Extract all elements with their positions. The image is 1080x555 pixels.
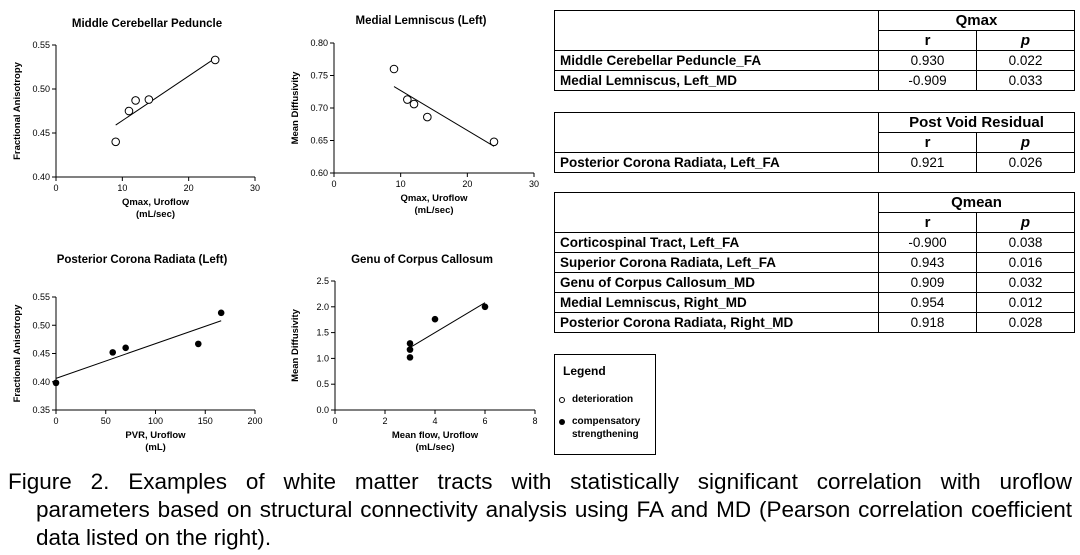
- legend-label-strengthening: strengthening: [572, 429, 639, 440]
- data-point: [404, 96, 412, 104]
- r-value: 0.909: [879, 273, 977, 293]
- p-value: 0.033: [977, 71, 1075, 91]
- y-tick-label: 0.40: [32, 172, 50, 182]
- p-value: 0.026: [977, 153, 1075, 173]
- y-tick-label: 0.80: [310, 38, 328, 48]
- pvr-table: [554, 112, 1075, 173]
- data-point: [407, 340, 414, 347]
- data-point: [218, 310, 225, 317]
- blank-header-cell: [555, 193, 879, 233]
- r-value: 0.943: [879, 253, 977, 273]
- table-title: Post Void Residual: [879, 113, 1075, 133]
- data-point: [122, 345, 129, 352]
- tract-name: Medial Lemniscus, Right_MD: [555, 293, 879, 313]
- data-point: [195, 341, 202, 348]
- y-tick-label: 0.40: [32, 376, 50, 387]
- data-point: [211, 56, 219, 64]
- regression-line: [410, 303, 485, 348]
- y-tick-label: 0.75: [310, 70, 328, 81]
- table-row: [555, 233, 1075, 253]
- table-row: [555, 153, 1075, 173]
- y-tick-label: 0.50: [32, 320, 50, 331]
- y-tick-label: 0.60: [310, 168, 328, 178]
- chart-svg: [0, 245, 280, 460]
- r-value: 0.930: [879, 51, 977, 71]
- data-point: [390, 65, 398, 73]
- data-point: [482, 304, 489, 311]
- tract-name: Middle Cerebellar Peduncle_FA: [555, 51, 879, 71]
- qmean-table: [554, 192, 1075, 333]
- y-tick-label: 0.55: [32, 292, 50, 302]
- x-axis-label: (mL/sec): [135, 209, 176, 220]
- r-value: -0.900: [879, 233, 977, 253]
- tract-name: Posterior Corona Radiata, Left_FA: [555, 153, 879, 173]
- x-tick-label: 2: [382, 416, 388, 426]
- tract-name: Posterior Corona Radiata, Right_MD: [555, 313, 879, 333]
- chart-title: Middle Cerebellar Peduncle: [71, 18, 223, 30]
- x-tick-label: 0: [53, 416, 59, 426]
- y-tick-label: 0.35: [32, 405, 50, 415]
- p-value: 0.028: [977, 313, 1075, 333]
- x-tick-label: 0: [332, 416, 338, 426]
- chart-medial-lemniscus-left: [280, 0, 545, 225]
- r-header: r: [879, 133, 977, 153]
- x-axis-label: (mL/sec): [415, 442, 455, 453]
- legend-label-deterioration: deterioration: [572, 394, 634, 405]
- open-circle-icon: [559, 397, 565, 403]
- p-value: 0.032: [977, 273, 1075, 293]
- x-tick-label: 20: [183, 183, 194, 193]
- x-tick-label: 100: [147, 416, 164, 426]
- chart-posterior-corona-radiata-left: [0, 245, 280, 460]
- x-axis-label: Qmax, Uroflow: [400, 193, 468, 204]
- y-tick-label: 0.5: [316, 379, 329, 390]
- x-tick-label: 200: [247, 416, 263, 426]
- y-axis-label: Fractional Anisotropy: [12, 62, 23, 160]
- y-axis-label: Mean Diffusivity: [290, 309, 301, 382]
- x-tick-label: 0: [331, 179, 337, 189]
- x-tick-label: 8: [532, 416, 538, 426]
- qmax-table: [554, 10, 1075, 91]
- data-point: [53, 380, 60, 387]
- x-axis-label: Mean flow, Uroflow: [391, 430, 479, 441]
- p-header: p: [977, 213, 1075, 233]
- blank-header-cell: [555, 11, 879, 51]
- p-value: 0.038: [977, 233, 1075, 253]
- y-tick-label: 1.0: [316, 353, 329, 364]
- table-row: [555, 253, 1075, 273]
- r-value: -0.909: [879, 71, 977, 91]
- x-tick-label: 4: [432, 416, 438, 426]
- r-header: r: [879, 31, 977, 51]
- data-point: [112, 138, 120, 146]
- y-tick-label: 0.65: [310, 135, 328, 146]
- x-tick-label: 10: [117, 183, 128, 193]
- data-point: [407, 346, 414, 353]
- y-tick-label: 0.45: [32, 348, 50, 359]
- p-value: 0.022: [977, 51, 1075, 71]
- chart-middle-cerebellar-peduncle: [0, 0, 280, 225]
- tract-name: Medial Lemniscus, Left_MD: [555, 71, 879, 91]
- data-point: [145, 96, 153, 104]
- table-row: [555, 313, 1075, 333]
- table-title: Qmax: [879, 11, 1075, 31]
- figure-caption: [8, 468, 1072, 552]
- y-tick-label: 0.70: [310, 103, 328, 113]
- data-point: [109, 349, 116, 356]
- regression-line: [116, 58, 216, 125]
- x-axis-label: (mL): [145, 442, 166, 453]
- p-header: p: [977, 133, 1075, 153]
- table-title: Qmean: [879, 193, 1075, 213]
- table-row: [555, 293, 1075, 313]
- x-tick-label: 150: [197, 416, 213, 426]
- table-row: [555, 273, 1075, 293]
- r-value: 0.921: [879, 153, 977, 173]
- x-axis-label: Qmax, Uroflow: [121, 197, 190, 208]
- table-row: [555, 71, 1075, 91]
- r-value: 0.918: [879, 313, 977, 333]
- tract-name: Corticospinal Tract, Left_FA: [555, 233, 879, 253]
- x-tick-label: 20: [462, 179, 473, 189]
- data-point: [132, 97, 140, 105]
- caption-line-1: Figure 2. Examples of white matter tracts with statistically significant correlation with uroflow: [8, 469, 1072, 494]
- chart-title: Medial Lemniscus (Left): [355, 15, 487, 27]
- legend-label-compensatory: compensatory: [572, 416, 641, 427]
- x-tick-label: 30: [249, 183, 261, 193]
- y-axis-label: Mean Diffusivity: [290, 71, 301, 145]
- tract-name: Genu of Corpus Callosum_MD: [555, 273, 879, 293]
- data-point: [432, 316, 439, 323]
- x-tick-label: 30: [528, 179, 540, 189]
- x-tick-label: 6: [482, 416, 488, 426]
- chart-svg: [280, 0, 545, 225]
- p-value: 0.016: [977, 253, 1075, 273]
- y-tick-label: 0.55: [32, 40, 50, 50]
- y-tick-label: 2.0: [316, 301, 329, 312]
- chart-title: Genu of Corpus Callosum: [351, 254, 493, 266]
- x-tick-label: 10: [395, 179, 406, 189]
- data-point: [407, 354, 414, 361]
- legend-title: Legend: [563, 364, 606, 378]
- x-axis-label: (mL/sec): [414, 205, 454, 216]
- chart-svg: [0, 0, 280, 225]
- data-point: [125, 107, 133, 115]
- caption-rest: parameters based on structural connectivity analysis using FA and MD (Pearson correlation coefficient data listed on the right).: [36, 497, 1072, 550]
- blank-header-cell: [555, 113, 879, 153]
- chart-genu-corpus-callosum: [280, 245, 545, 460]
- x-tick-label: 0: [53, 183, 59, 193]
- chart-svg: [280, 245, 545, 460]
- regression-line: [394, 87, 494, 147]
- data-point: [490, 138, 498, 146]
- data-point: [410, 100, 418, 108]
- tract-name: Superior Corona Radiata, Left_FA: [555, 253, 879, 273]
- y-tick-label: 0.50: [32, 84, 50, 94]
- data-point: [424, 113, 432, 121]
- y-tick-label: 1.5: [316, 327, 329, 338]
- y-tick-label: 0.0: [316, 405, 329, 415]
- r-value: 0.954: [879, 293, 977, 313]
- filled-circle-icon: [559, 419, 565, 425]
- legend-box: [554, 354, 656, 455]
- y-tick-label: 0.45: [32, 128, 50, 138]
- y-tick-label: 2.5: [316, 276, 329, 286]
- p-value: 0.012: [977, 293, 1075, 313]
- y-axis-label: Fractional Anisotropy: [12, 304, 23, 403]
- p-header: p: [977, 31, 1075, 51]
- table-row: [555, 51, 1075, 71]
- regression-line: [56, 321, 221, 379]
- x-axis-label: PVR, Uroflow: [125, 430, 186, 441]
- chart-title: Posterior Corona Radiata (Left): [56, 254, 228, 266]
- r-header: r: [879, 213, 977, 233]
- x-tick-label: 50: [100, 416, 111, 426]
